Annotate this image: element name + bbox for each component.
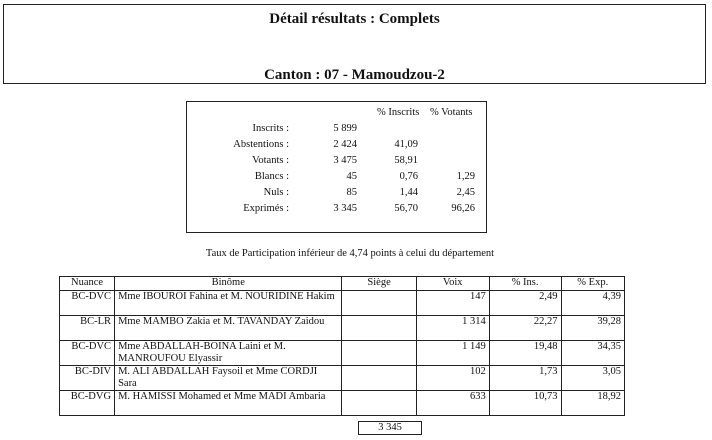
nuance-cell: BC-LR [60, 316, 115, 341]
participation-note: Taux de Participation inférieur de 4,74 points à celui du département [205, 248, 495, 259]
pct-ins-cell: 1,73 [489, 366, 561, 391]
siege-cell [342, 291, 416, 316]
pct-exp-cell: 34,35 [561, 341, 624, 366]
table-row [60, 291, 625, 316]
summary-row-votants [187, 155, 486, 169]
summary-value: 85 [346, 187, 357, 198]
nuance-cell: BC-DVC [60, 341, 115, 366]
summary-header-votants: % Votants [430, 107, 473, 118]
summary-value: 2 424 [333, 139, 357, 150]
voix-cell: 1 149 [416, 341, 489, 366]
header-binome: Binôme [115, 277, 342, 291]
binome-cell: M. HAMISSI Mohamed et Mme MADI Ambaria [115, 391, 342, 416]
siege-cell [342, 316, 416, 341]
summary-pct-inscrits: 0,76 [399, 171, 418, 182]
header-voix: Voix [416, 277, 489, 291]
summary-label: Exprimés : [243, 203, 289, 214]
summary-row-nuls [187, 187, 486, 201]
results-header-row [60, 277, 625, 291]
binome-cell: Mme MAMBO Zakia et M. TAVANDAY Zaidou [115, 316, 342, 341]
header-nuance: Nuance [60, 277, 115, 291]
pct-exp-cell: 3,05 [561, 366, 624, 391]
header-pct-ins: % Ins. [489, 277, 561, 291]
summary-label: Votants : [252, 155, 289, 166]
pct-ins-cell: 10,73 [489, 391, 561, 416]
total-voix: 3 345 [358, 421, 422, 435]
summary-label: Inscrits : [252, 123, 289, 134]
pct-ins-cell: 2,49 [489, 291, 561, 316]
summary-label: Blancs : [254, 171, 289, 182]
summary-value: 3 475 [333, 155, 357, 166]
voix-cell: 147 [416, 291, 489, 316]
binome-cell: Mme IBOUROI Fahina et M. NOURIDINE Hakim [115, 291, 342, 316]
pct-ins-cell: 22,27 [489, 316, 561, 341]
voix-cell: 1 314 [416, 316, 489, 341]
pct-exp-cell: 18,92 [561, 391, 624, 416]
results-table [59, 276, 625, 416]
nuance-cell: BC-DVC [60, 291, 115, 316]
summary-row-abstentions [187, 139, 486, 153]
summary-value: 5 899 [333, 123, 357, 134]
siege-cell [342, 391, 416, 416]
table-row [60, 366, 625, 391]
siege-cell [342, 341, 416, 366]
summary-pct-votants: 2,45 [456, 187, 475, 198]
summary-pct-votants: 1,29 [456, 171, 475, 182]
nuance-cell: BC-DIV [60, 366, 115, 391]
nuance-cell: BC-DVG [60, 391, 115, 416]
pct-ins-cell: 19,48 [489, 341, 561, 366]
summary-label: Abstentions : [233, 139, 289, 150]
voix-cell: 102 [416, 366, 489, 391]
table-row [60, 316, 625, 341]
summary-box [186, 101, 487, 233]
summary-pct-inscrits: 56,70 [394, 203, 418, 214]
table-row [60, 341, 625, 366]
summary-value: 45 [346, 171, 357, 182]
binome-cell: M. ALI ABDALLAH Faysoil et Mme CORDJI Sara [115, 366, 342, 391]
pct-exp-cell: 4,39 [561, 291, 624, 316]
header-box [3, 4, 706, 84]
siege-cell [342, 366, 416, 391]
summary-row-exprimes [187, 203, 486, 217]
summary-row-inscrits [187, 123, 486, 137]
canton-title: Canton : 07 - Mamoudzou-2 [264, 67, 445, 83]
summary-pct-votants: 96,26 [451, 203, 475, 214]
summary-value: 3 345 [333, 203, 357, 214]
header-siege: Siège [342, 277, 416, 291]
summary-header-inscrits: % Inscrits [377, 107, 420, 118]
binome-cell: Mme ABDALLAH-BOINA Laini et M. MANROUFOU Elyassir [115, 341, 342, 366]
header-pct-exp: % Exp. [561, 277, 624, 291]
summary-label: Nuls : [263, 187, 289, 198]
summary-row-blancs [187, 171, 486, 185]
summary-pct-inscrits: 1,44 [399, 187, 418, 198]
table-row [60, 391, 625, 416]
summary-pct-inscrits: 41,09 [394, 139, 418, 150]
page-title: Détail résultats : Complets [269, 11, 440, 27]
pct-exp-cell: 39,28 [561, 316, 624, 341]
summary-pct-inscrits: 58,91 [394, 155, 418, 166]
voix-cell: 633 [416, 391, 489, 416]
